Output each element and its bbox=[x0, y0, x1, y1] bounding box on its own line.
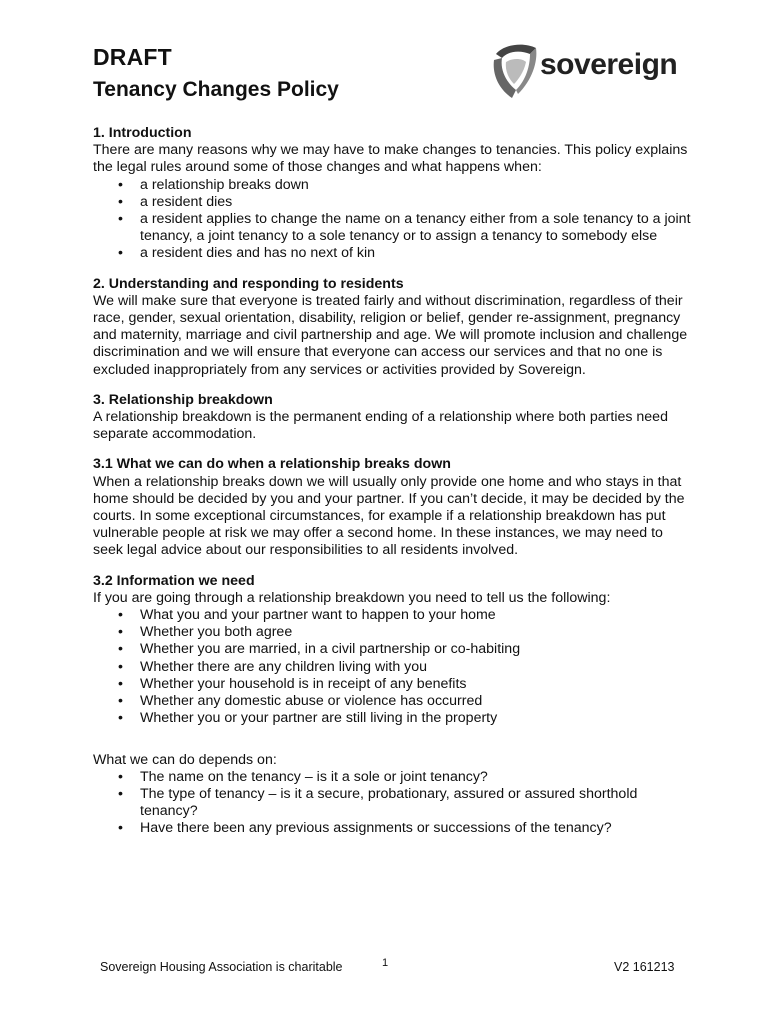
section-depends-on bbox=[93, 752, 693, 838]
section-text: We will make sure that everyone is treated fairly and without discrimination, regardless of their race, gender, sexual orientation, disability, religion or belief, gender re-assignment, pregnancy and maternity, marriage and civil partnership and age. We will promote inclusion and challenge discrimination and we will ensure that everyone can access our services and that no one is excluded inappropriately from any services or activities provided by Sovereign. bbox=[93, 292, 688, 378]
section-text: A relationship breakdown is the permanent ending of a relationship where both parties need separate accommodation. bbox=[93, 409, 668, 443]
section-text: There are many reasons why we may have to make changes to tenancies. This policy explains the legal rules around some of those changes and what happens when: bbox=[93, 142, 688, 176]
bullet-list bbox=[93, 769, 693, 838]
list-item: • a relationship breaks down bbox=[140, 177, 693, 194]
draft-label: DRAFT bbox=[93, 44, 172, 70]
list-item: • Whether you both agree bbox=[140, 624, 693, 641]
list-item: • a resident applies to change the name on a tenancy either from a sole tenancy to a joint tenancy, a joint tenancy to a sole tenancy or to assign a tenancy to somebody else bbox=[140, 211, 693, 245]
sovereign-logo-icon bbox=[490, 40, 540, 102]
list-item: • Have there been any previous assignments or successions of the tenancy? bbox=[140, 820, 693, 837]
list-item: • The name on the tenancy – is it a sole or joint tenancy? bbox=[140, 769, 693, 786]
bullet-list bbox=[93, 177, 693, 263]
sovereign-logo bbox=[490, 40, 680, 102]
list-item: • Whether you are married, in a civil partnership or co-habiting bbox=[140, 641, 693, 658]
section-heading: 3.2 Information we need bbox=[93, 572, 255, 589]
list-item: • a resident dies and has no next of kin bbox=[140, 245, 693, 262]
footer-page-number: 1 bbox=[382, 957, 389, 969]
section-text: If you are going through a relationship breakdown you need to tell us the following: bbox=[93, 589, 611, 606]
list-item: • Whether your household is in receipt of any benefits bbox=[140, 676, 693, 693]
list-item: • Whether you or your partner are still living in the property bbox=[140, 710, 693, 727]
section-heading: 1. Introduction bbox=[93, 125, 192, 141]
section-understanding bbox=[93, 276, 693, 379]
section-introduction bbox=[93, 125, 693, 263]
section-text: What we can do depends on: bbox=[93, 751, 277, 768]
section-information-we-need bbox=[93, 573, 693, 728]
footer-organisation: Sovereign Housing Association is charitable bbox=[100, 960, 343, 974]
list-item: • The type of tenancy – is it a secure, probationary, assured or assured shorthold tenancy? bbox=[140, 786, 693, 820]
page-title: Tenancy Changes Policy bbox=[93, 78, 339, 101]
section-heading: 3. Relationship breakdown bbox=[93, 391, 273, 408]
section-relationship-breakdown bbox=[93, 392, 693, 444]
list-item: • Whether there are any children living with you bbox=[140, 659, 693, 676]
logo-wordmark: sovereign bbox=[540, 48, 678, 81]
section-heading: 2. Understanding and responding to residents bbox=[93, 275, 404, 292]
list-item: • What you and your partner want to happen to your home bbox=[140, 607, 693, 624]
bullet-list bbox=[93, 607, 693, 727]
list-item: • a resident dies bbox=[140, 194, 693, 211]
list-item: • Whether any domestic abuse or violence has occurred bbox=[140, 693, 693, 710]
section-heading: 3.1 What we can do when a relationship breaks down bbox=[93, 456, 451, 473]
section-text: When a relationship breaks down we will usually only provide one home and who stays in that home should be decided by you and your partner. If you can’t decide, it may be decided by the courts. In some exceptional circumstances, for example if a relationship breakdown has put vulnerable people at risk we may offer a second home. In these instances, we may need to seek legal advice about our responsibilities to all residents involved. bbox=[93, 473, 685, 559]
document-body bbox=[93, 125, 693, 851]
footer-version: V2 161213 bbox=[614, 960, 675, 974]
section-what-we-can-do bbox=[93, 456, 693, 559]
